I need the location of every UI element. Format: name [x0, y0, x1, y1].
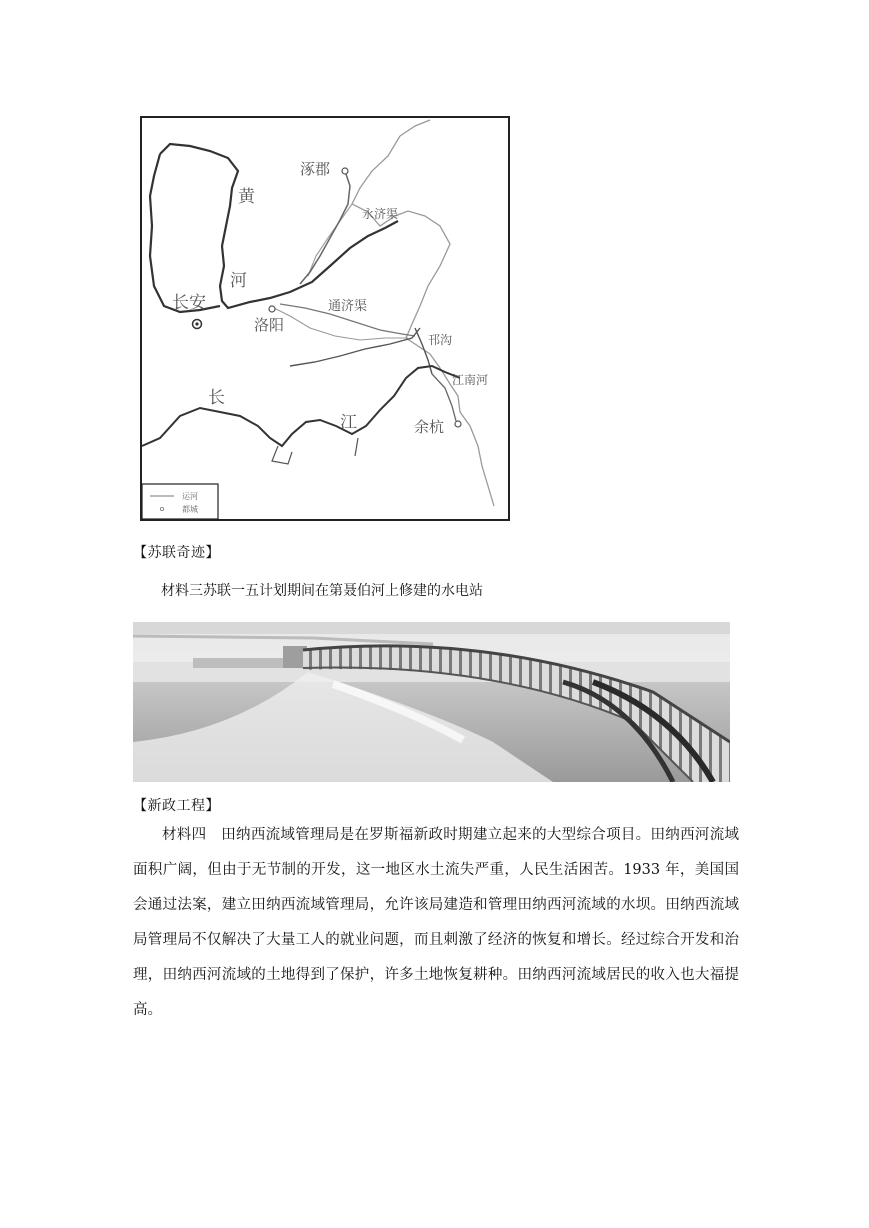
label-zhuojun: 涿郡: [300, 160, 331, 178]
grand-canal-map: [140, 116, 510, 521]
section3-title: 【苏联奇迹】: [133, 545, 220, 561]
yuhang-marker: [455, 421, 461, 427]
section4-paragraph: 材料四 田纳西流域管理局是在罗斯福新政时期建立起来的大型综合项目。田纳西河流域面积广阔，但由于无节制的开发，这一地区水土流失严重，人民生活困苦。1933 年，美国国会通过法案，建立田纳西流域管理局，允许该局建造和管理田纳西河流域的水坝。田纳西流域局管理局不仅解决了大量工人的就业问题，而且刺激了经济的恢复和增长。经过综合开发和治理，田纳西河流域的土地得到了保护，许多土地恢复耕种。田纳西河流域居民的收入也大福提高。: [133, 827, 739, 1018]
label-he: 河: [230, 271, 247, 291]
legend-city: 都城: [182, 505, 198, 514]
label-tongjiqu: 通济渠: [328, 299, 368, 314]
zhuojun-marker: [342, 168, 348, 174]
label-chang: 长: [208, 388, 225, 408]
label-changan: 长安: [172, 293, 206, 313]
label-huang: 黄: [238, 187, 255, 207]
luoyang-marker: [269, 306, 275, 312]
label-yuhang: 余杭: [414, 418, 445, 436]
label-yongjiqu: 永济渠: [362, 207, 399, 221]
label-luoyang: 洛阳: [254, 316, 285, 334]
section4-title: 【新政工程】: [133, 798, 220, 814]
section3-caption: 材料三苏联一五计划期间在第聂伯河上修建的水电站: [161, 583, 483, 599]
label-jiangnanhe: 江南河: [452, 373, 489, 387]
legend-canal: 运河: [182, 492, 198, 501]
label-jiang: 江: [340, 413, 357, 433]
dam-photo: [133, 622, 730, 782]
label-hangou: 邗沟: [428, 333, 453, 347]
map-legend: [142, 484, 218, 519]
